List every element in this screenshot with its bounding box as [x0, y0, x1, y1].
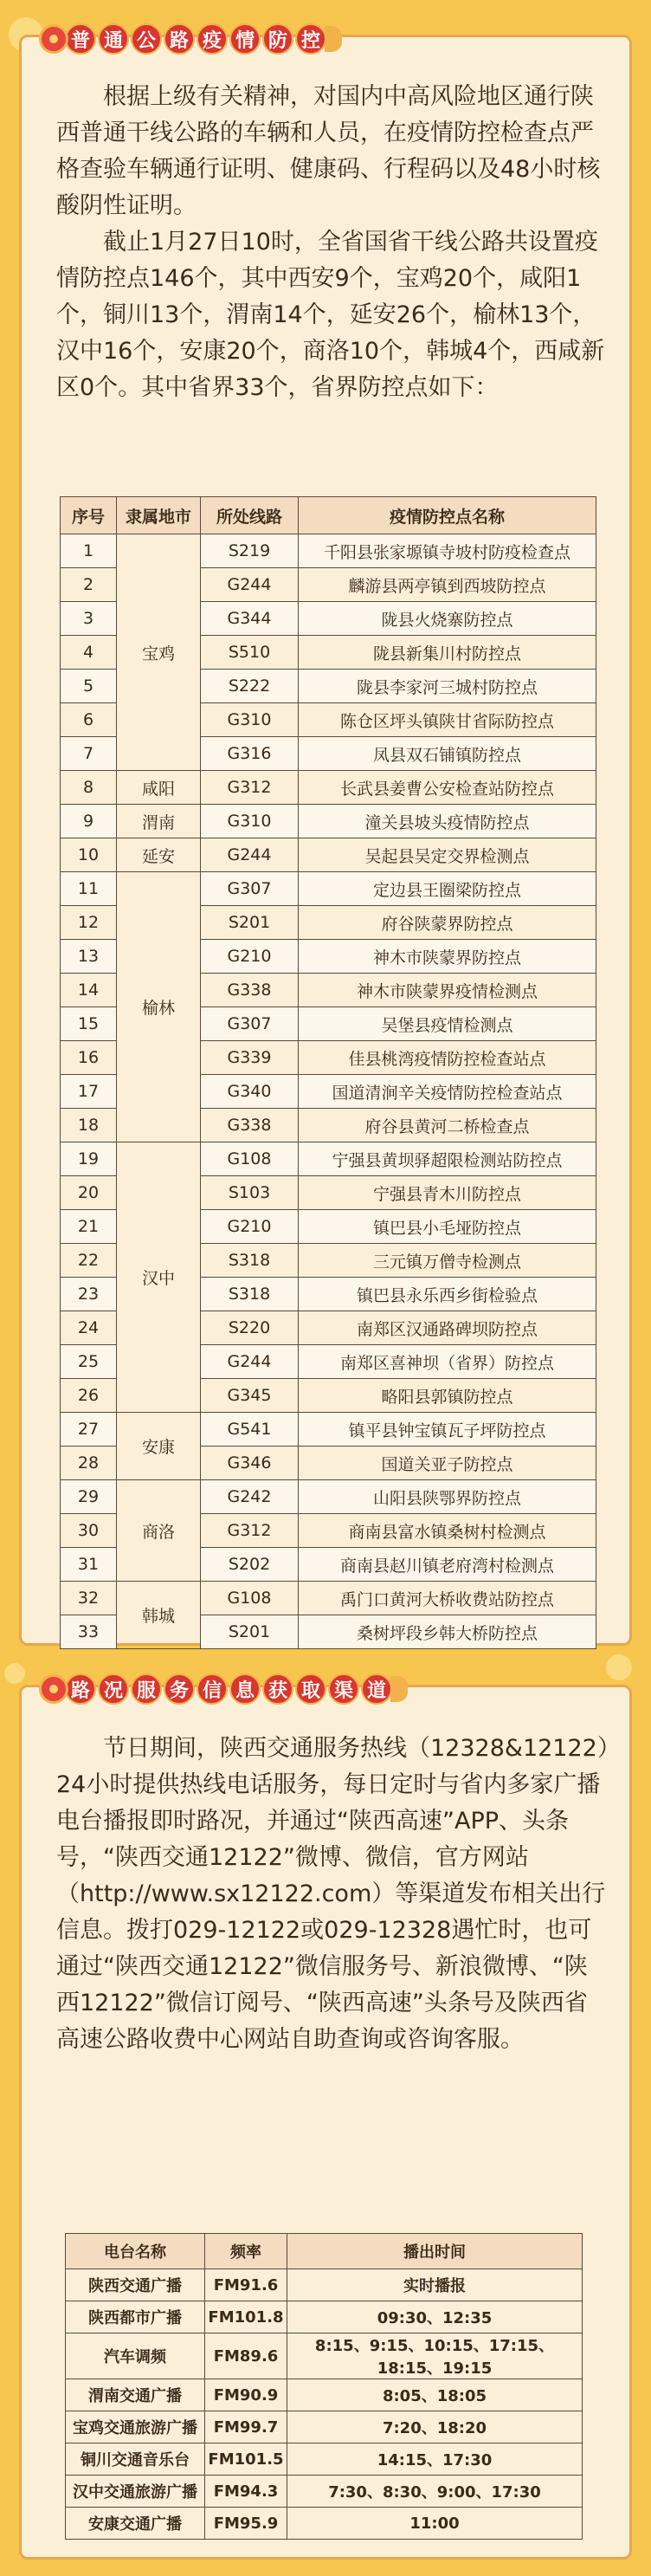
- title-char: 公: [131, 23, 162, 55]
- col-header: 隶属地市: [117, 497, 201, 534]
- city-cell: 商洛: [117, 1480, 201, 1582]
- route-cell: G316: [201, 737, 299, 771]
- ribbon-tail: [390, 1676, 408, 1702]
- station-cell: 汉中交通旅游广播: [66, 2476, 205, 2508]
- checkpoint-name-cell: 镇巴县永乐西乡街检验点: [299, 1278, 596, 1311]
- info-channels-panel: [19, 1680, 632, 2560]
- city-cell: 宝鸡: [117, 534, 201, 771]
- city-cell: 安康: [117, 1413, 201, 1480]
- city-cell: 韩城: [117, 1582, 201, 1649]
- checkpoint-name-cell: 南郑区喜神坝（省界）防控点: [299, 1345, 596, 1379]
- ribbon-tail: [325, 26, 342, 52]
- row-number: 32: [61, 1582, 117, 1615]
- table-row: [66, 2333, 583, 2379]
- paragraph: 截止1月27日10时，全省国省干线公路共设置疫情防控点146个，其中西安9个，宝鸡20个，咸阳1个，铜川13个，渭南14个，延安26个，榆林13个，汉中16个，安康20个，商洛10个，韩城4个，西咸新区0个。其中省界33个，省界防控点如下：: [56, 229, 605, 401]
- table-row: [66, 2269, 583, 2301]
- route-cell: S201: [201, 1615, 299, 1649]
- title-char: 况: [98, 1673, 129, 1705]
- station-cell: 陕西交通广播: [66, 2269, 205, 2301]
- row-number: 13: [61, 940, 117, 974]
- paragraph: 根据上级有关精神，对国内中高风险地区通行陕西普通干线公路的车辆和人员，在疫情防控检查点严格查验车辆通行证明、健康码、行程码以及48小时核酸阴性证明。: [56, 83, 601, 219]
- row-number: 20: [61, 1176, 117, 1210]
- title-char: 获: [262, 1673, 293, 1705]
- station-cell: 渭南交通广播: [66, 2379, 205, 2411]
- row-number: 11: [61, 872, 117, 906]
- frequency-cell: FM101.5: [205, 2443, 287, 2476]
- table-row: [61, 1413, 596, 1447]
- checkpoint-name-cell: 商南县赵川镇老府湾村检测点: [299, 1548, 596, 1582]
- route-cell: G307: [201, 1007, 299, 1041]
- checkpoint-name-cell: 南郑区汉通路碑坝防控点: [299, 1311, 596, 1345]
- broadcast-time-cell: 8:15、9:15、10:15、17:15、18:15、19:15: [287, 2333, 583, 2379]
- title-char: 路: [164, 23, 195, 55]
- route-cell: G312: [201, 1514, 299, 1548]
- frequency-cell: FM89.6: [205, 2333, 287, 2379]
- checkpoint-name-cell: 长武县姜曹公安检查站防控点: [299, 771, 596, 805]
- route-cell: G307: [201, 872, 299, 906]
- table-row: [61, 805, 596, 838]
- row-number: 14: [61, 974, 117, 1007]
- checkpoint-name-cell: 凤县双石铺镇防控点: [299, 737, 596, 771]
- table-row: [61, 771, 596, 805]
- checkpoint-name-cell: 陇县新集川村防控点: [299, 636, 596, 670]
- table-row: [61, 1480, 596, 1514]
- route-cell: G339: [201, 1041, 299, 1075]
- route-cell: S219: [201, 534, 299, 568]
- route-cell: S103: [201, 1176, 299, 1210]
- checkpoint-name-cell: 潼关县坡头疫情防控点: [299, 805, 596, 838]
- row-number: 17: [61, 1075, 117, 1109]
- table-row: [61, 1582, 596, 1615]
- route-cell: G108: [201, 1142, 299, 1176]
- city-cell: 渭南: [117, 805, 201, 838]
- table-row: [66, 2379, 583, 2411]
- broadcast-time-cell: 8:05、18:05: [287, 2379, 583, 2411]
- table-row: [66, 2508, 583, 2540]
- row-number: 16: [61, 1041, 117, 1075]
- route-cell: G338: [201, 974, 299, 1007]
- route-cell: S318: [201, 1244, 299, 1278]
- checkpoint-name-cell: 佳县桃湾疫情防控检查站点: [299, 1041, 596, 1075]
- title-char: 渠: [328, 1673, 359, 1705]
- checkpoint-name-cell: 千阳县张家塬镇寺坡村防疫检查点: [299, 534, 596, 568]
- title-char: 普: [65, 23, 96, 55]
- checkpoint-name-cell: 国道关亚子防控点: [299, 1447, 596, 1480]
- title-char: 信: [197, 1673, 228, 1705]
- title-char: 服: [131, 1673, 162, 1705]
- row-number: 19: [61, 1142, 117, 1176]
- row-number: 12: [61, 906, 117, 940]
- checkpoint-name-cell: 国道清涧辛关疫情防控检查站点: [299, 1075, 596, 1109]
- row-number: 4: [61, 636, 117, 670]
- row-number: 3: [61, 602, 117, 636]
- title-char: 路: [65, 1673, 96, 1705]
- radio-table: [65, 2233, 583, 2540]
- row-number: 7: [61, 737, 117, 771]
- checkpoint-name-cell: 陇县李家河三城村防控点: [299, 670, 596, 703]
- table-row: [61, 838, 596, 872]
- broadcast-time-cell: 7:30、8:30、9:00、17:30: [287, 2476, 583, 2508]
- row-number: 5: [61, 670, 117, 703]
- checkpoint-name-cell: 神木市陕蒙界防控点: [299, 940, 596, 974]
- row-number: 6: [61, 703, 117, 737]
- title-char: 通: [98, 23, 129, 55]
- table-row: [66, 2301, 583, 2333]
- table-row: [61, 534, 596, 568]
- checkpoint-name-cell: 镇平县钟宝镇瓦子坪防控点: [299, 1413, 596, 1447]
- frequency-cell: FM95.9: [205, 2508, 287, 2540]
- row-number: 21: [61, 1210, 117, 1244]
- city-cell: 汉中: [117, 1142, 201, 1413]
- row-number: 18: [61, 1109, 117, 1142]
- section-title-ribbon: [39, 1670, 408, 1708]
- checkpoint-name-cell: 镇巴县小毛垭防控点: [299, 1210, 596, 1244]
- section-title: [65, 23, 326, 55]
- row-number: 30: [61, 1514, 117, 1548]
- row-number: 22: [61, 1244, 117, 1278]
- checkpoint-name-cell: 禹门口黄河大桥收费站防控点: [299, 1582, 596, 1615]
- bg-dot: [606, 1654, 632, 1680]
- col-header: 所处线路: [201, 497, 299, 534]
- route-cell: S201: [201, 906, 299, 940]
- checkpoint-name-cell: 府谷陕蒙界防控点: [299, 906, 596, 940]
- route-cell: G244: [201, 568, 299, 602]
- route-cell: G210: [201, 940, 299, 974]
- row-number: 28: [61, 1447, 117, 1480]
- checkpoint-name-cell: 吴起县吴定交界检测点: [299, 838, 596, 872]
- route-cell: G541: [201, 1413, 299, 1447]
- checkpoint-name-cell: 麟游县两亭镇到西坡防控点: [299, 568, 596, 602]
- broadcast-time-cell: 09:30、12:35: [287, 2301, 583, 2333]
- paragraph: 节日期间，陕西交通服务热线（12328&12122）24小时提供热线电话服务，每日定时与省内多家广播电台播报即时路况，并通过“陕西高速”APP、头条号，“陕西交通12122”微博、微信，官方网站（http://www.sx12122.com）等渠道发布相关出行信息。拨打029-12122或029-12328遇忙时，也可通过“陕西交通12122”微信服务号、新浪微博、“陕西12122”微信订阅号、“陕西高速”头条号及陕西省高速公路收费中心网站自助查询或咨询客服。: [56, 1735, 609, 2053]
- section-title: [65, 1673, 392, 1705]
- checkpoint-name-cell: 吴堡县疫情检测点: [299, 1007, 596, 1041]
- title-char: 务: [164, 1673, 195, 1705]
- checkpoint-name-cell: 桑树坪段乡韩大桥防控点: [299, 1615, 596, 1649]
- route-cell: G310: [201, 805, 299, 838]
- broadcast-time-cell: 实时播报: [287, 2269, 583, 2301]
- checkpoint-name-cell: 宁强县青木川防控点: [299, 1176, 596, 1210]
- row-number: 29: [61, 1480, 117, 1514]
- section-title-ribbon: [39, 20, 342, 58]
- title-char: 息: [229, 1673, 261, 1705]
- station-cell: 铜川交通音乐台: [66, 2443, 205, 2476]
- route-cell: G242: [201, 1480, 299, 1514]
- row-number: 25: [61, 1345, 117, 1379]
- frequency-cell: FM91.6: [205, 2269, 287, 2301]
- route-cell: G338: [201, 1109, 299, 1142]
- table-row: [66, 2476, 583, 2508]
- station-cell: 安康交通广播: [66, 2508, 205, 2540]
- route-cell: S318: [201, 1278, 299, 1311]
- frequency-cell: FM99.7: [205, 2411, 287, 2443]
- row-number: 27: [61, 1413, 117, 1447]
- checkpoint-name-cell: 商南县富水镇桑树村检测点: [299, 1514, 596, 1548]
- row-number: 8: [61, 771, 117, 805]
- station-cell: 汽车调频: [66, 2333, 205, 2379]
- row-number: 10: [61, 838, 117, 872]
- checkpoint-name-cell: 府谷县黄河二桥检查点: [299, 1109, 596, 1142]
- frequency-cell: FM94.3: [205, 2476, 287, 2508]
- row-number: 1: [61, 534, 117, 568]
- title-char: 疫: [197, 23, 228, 55]
- col-header: 播出时间: [287, 2234, 583, 2269]
- checkpoint-name-cell: 三元镇万僧寺检测点: [299, 1244, 596, 1278]
- epidemic-control-panel: [19, 29, 632, 1646]
- title-char: 情: [229, 23, 261, 55]
- frequency-cell: FM101.8: [205, 2301, 287, 2333]
- col-header: 电台名称: [66, 2234, 205, 2269]
- route-cell: G108: [201, 1582, 299, 1615]
- col-header: 疫情防控点名称: [299, 497, 596, 534]
- route-cell: G244: [201, 838, 299, 872]
- broadcast-time-cell: 7:20、18:20: [287, 2411, 583, 2443]
- city-cell: 榆林: [117, 872, 201, 1142]
- checkpoint-name-cell: 神木市陕蒙界疫情检测点: [299, 974, 596, 1007]
- row-number: 15: [61, 1007, 117, 1041]
- row-number: 24: [61, 1311, 117, 1345]
- checkpoint-name-cell: 陇县火烧寨防控点: [299, 602, 596, 636]
- table-row: [66, 2443, 583, 2476]
- row-number: 23: [61, 1278, 117, 1311]
- checkpoint-name-cell: 宁强县黄坝驿超限检测站防控点: [299, 1142, 596, 1176]
- checkpoint-name-cell: 山阳县陕鄂界防控点: [299, 1480, 596, 1514]
- row-number: 26: [61, 1379, 117, 1413]
- route-cell: G340: [201, 1075, 299, 1109]
- channels-text: [56, 1731, 610, 2058]
- checkpoint-table: [60, 496, 596, 1649]
- station-cell: 宝鸡交通旅游广播: [66, 2411, 205, 2443]
- table-row: [61, 1142, 596, 1176]
- col-header: 频率: [205, 2234, 287, 2269]
- route-cell: G346: [201, 1447, 299, 1480]
- intro-text: [56, 79, 610, 406]
- frequency-cell: FM90.9: [205, 2379, 287, 2411]
- broadcast-time-cell: 14:15、17:30: [287, 2443, 583, 2476]
- flower-icon: [39, 24, 68, 54]
- checkpoint-name-cell: 略阳县郭镇防控点: [299, 1379, 596, 1413]
- row-number: 2: [61, 568, 117, 602]
- city-cell: 延安: [117, 838, 201, 872]
- row-number: 33: [61, 1615, 117, 1649]
- broadcast-time-cell: 11:00: [287, 2508, 583, 2540]
- city-cell: 咸阳: [117, 771, 201, 805]
- col-header: 序号: [61, 497, 117, 534]
- title-char: 防: [262, 23, 293, 55]
- bg-dot: [4, 1663, 25, 1684]
- route-cell: S220: [201, 1311, 299, 1345]
- row-number: 31: [61, 1548, 117, 1582]
- route-cell: G312: [201, 771, 299, 805]
- route-cell: S202: [201, 1548, 299, 1582]
- route-cell: G210: [201, 1210, 299, 1244]
- route-cell: G244: [201, 1345, 299, 1379]
- route-cell: S510: [201, 636, 299, 670]
- station-cell: 陕西都市广播: [66, 2301, 205, 2333]
- title-char: 控: [295, 23, 326, 55]
- route-cell: S222: [201, 670, 299, 703]
- route-cell: G345: [201, 1379, 299, 1413]
- row-number: 9: [61, 805, 117, 838]
- checkpoint-name-cell: 陈仓区坪头镇陕甘省际防控点: [299, 703, 596, 737]
- title-char: 道: [361, 1673, 392, 1705]
- table-row: [61, 872, 596, 906]
- flower-icon: [39, 1674, 68, 1704]
- title-char: 取: [295, 1673, 326, 1705]
- table-row: [66, 2411, 583, 2443]
- route-cell: G310: [201, 703, 299, 737]
- checkpoint-name-cell: 定边县王圈梁防控点: [299, 872, 596, 906]
- route-cell: G344: [201, 602, 299, 636]
